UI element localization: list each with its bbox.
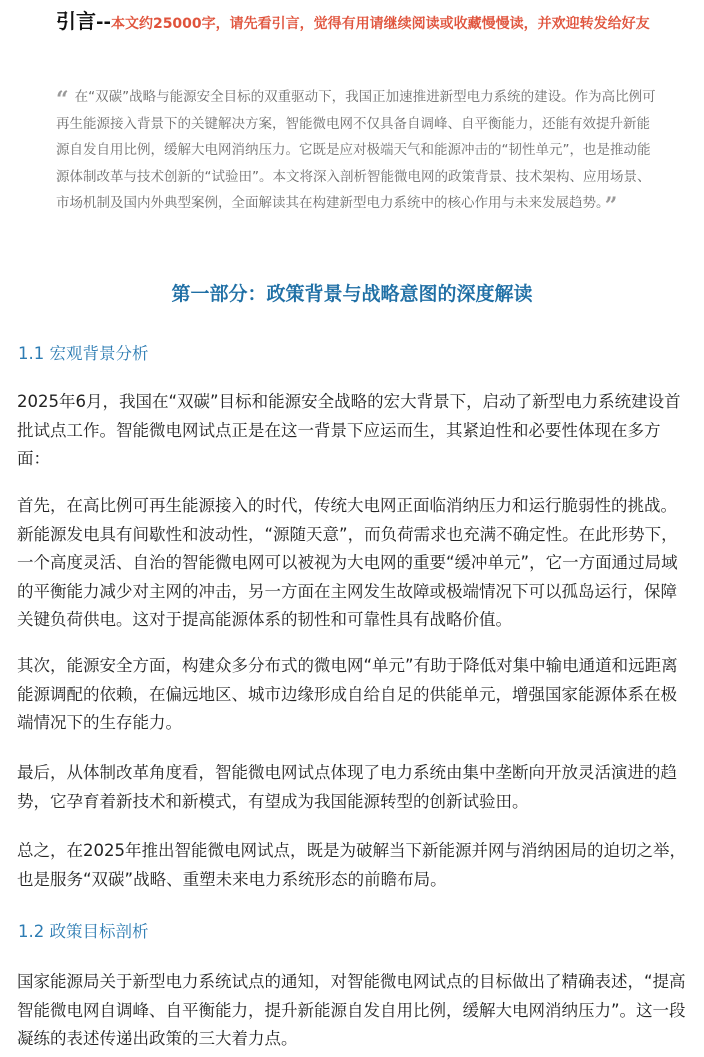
abstract-quote <box>56 84 658 217</box>
paragraph: 2025年6月，我国在“双碳”目标和能源安全战略的宏大背景下，启动了新型电力系统建设首批试点工作。智能微电网试点正是在这一背景下应运而生，其紧迫性和必要性体现在多方面： <box>17 392 681 468</box>
intro-note: 本文约25000字，请先看引言，觉得有用请继续阅读或收藏慢慢读，并欢迎转发给好友 <box>110 16 650 32</box>
part-title: 第一部分：政策背景与战略意图的深度解读 <box>171 283 533 305</box>
section-heading-1-1: 1.1 宏观背景分析 <box>18 344 149 363</box>
close-quote-mark: ” <box>604 193 618 219</box>
intro-dash: -- <box>96 12 111 33</box>
open-quote-mark: “ <box>56 87 69 113</box>
paragraph: 国家能源局关于新型电力系统试点的通知，对智能微电网试点的目标做出了精确表述，“提高智能微电网自调峰、自平衡能力，提升新能源自发自用比例，缓解大电网消纳压力”。这一段凝练的表述传递出政策的三大着力点。 <box>17 972 686 1048</box>
paragraph: 总之，在2025年推出智能微电网试点，既是为破解当下新能源并网与消纳困局的迫切之举，也是服务“双碳”战略、重塑未来电力系统形态的前瞻布局。 <box>17 841 686 889</box>
paragraph: 其次，能源安全方面，构建众多分布式的微电网“单元”有助于降低对集中输电通道和远距离能源调配的依赖，在偏远地区、城市边缘形成自给自足的供能单元，增强国家能源体系在极端情况下的生存能力。 <box>17 656 678 732</box>
abstract-text: 在“双碳”战略与能源安全目标的双重驱动下，我国正加速推进新型电力系统的建设。作为高比例可再生能源接入背景下的关键解决方案，智能微电网不仅具备自调峰、自平衡能力，还能有效提升新能源自发自用比例，缓解大电网消纳压力。它既是应对极端天气和能源冲击的“韧性单元”，也是推动能源体制改革与技术创新的“试验田”。本文将深入剖析智能微电网的政策背景、技术架构、应用场景、市场机制及国内外典型案例，全面解读其在构建新型电力系统中的核心作用与未来发展趋势。 <box>56 89 656 211</box>
paragraph: 最后，从体制改革角度看，智能微电网试点体现了电力系统由集中垄断向开放灵活演进的趋势，它孕育着新技术和新模式，有望成为我国能源转型的创新试验田。 <box>17 763 677 811</box>
section-heading-1-2: 1.2 政策目标剖析 <box>18 922 149 941</box>
intro-title: 引言 <box>56 9 96 33</box>
intro-banner <box>56 8 656 37</box>
paragraph: 首先，在高比例可再生能源接入的时代，传统大电网正面临消纳压力和运行脆弱性的挑战。新能源发电具有间歇性和波动性，“源随天意”，而负荷需求也充满不确定性。在此形势下，一个高度灵活、自治的智能微电网可以被视为大电网的重要“缓冲单元”，它一方面通过局域的平衡能力减少对主网的冲击，另一方面在主网发生故障或极端情况下可以孤岛运行，保障关键负荷供电。这对于提高能源体系的韧性和可靠性具有战略价值。 <box>17 496 678 629</box>
